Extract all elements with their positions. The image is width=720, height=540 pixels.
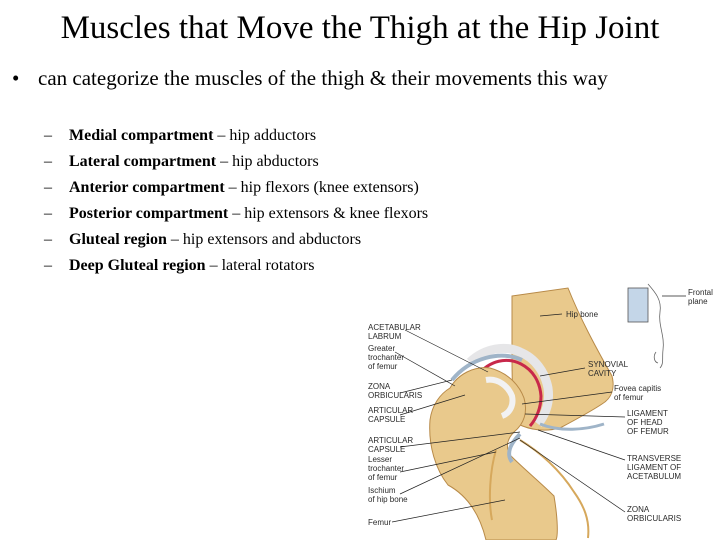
list-item-term: Deep Gluteal region: [69, 257, 206, 274]
list-item-desc: – hip adductors: [213, 127, 317, 144]
list-item-desc: – hip abductors: [216, 153, 319, 170]
label-articular-capsule-lower: ARTICULAR CAPSULE: [368, 436, 414, 454]
list-dash: –: [44, 127, 52, 144]
list-item-term: Lateral compartment: [69, 153, 217, 170]
body-outline-detail: [654, 352, 658, 363]
list-item-desc: – hip flexors (knee extensors): [224, 179, 419, 196]
hip-joint-diagram: [340, 270, 720, 540]
list-dash: –: [44, 179, 52, 196]
slide-title: Muscles that Move the Thigh at the Hip Joint: [60, 10, 660, 46]
frontal-plane-inset: [628, 284, 663, 368]
list-item-text: [69, 126, 316, 146]
list-dash: –: [44, 153, 52, 170]
list-item-text: [69, 152, 319, 172]
label-hip-bone: Hip bone: [566, 310, 599, 319]
body-outline: [648, 284, 663, 368]
list-item-text: [69, 178, 419, 198]
label-fovea-capitis: Fovea capitis of femur: [614, 384, 662, 402]
label-frontal-plane: Frontal plane: [688, 288, 713, 306]
list-item-term: Medial compartment: [69, 127, 214, 144]
list-item-text: [69, 204, 428, 224]
leader-line: [405, 330, 488, 372]
label-greater-trochanter: Greater trochanter of femur: [368, 344, 405, 371]
leader-line: [538, 430, 625, 460]
label-articular-capsule-upper: ARTICULAR CAPSULE: [368, 406, 414, 424]
frontal-plane-rect: [628, 288, 648, 322]
list-item-term: Gluteal region: [69, 231, 167, 248]
label-zona-orbicularis-right: ZONA ORBICULARIS: [627, 505, 682, 523]
list-dash: –: [44, 231, 52, 248]
bullet-text: can categorize the muscles of the thigh & their movements this way: [38, 66, 608, 90]
list-dash: –: [44, 205, 52, 222]
bullet-marker: •: [12, 66, 20, 90]
list-item-text: [69, 230, 361, 250]
label-ischium: Ischium of hip bone: [368, 486, 408, 504]
label-lesser-trochanter: Lesser trochanter of femur: [368, 455, 405, 482]
label-zona-orbicularis-left: ZONA ORBICULARIS: [368, 382, 423, 400]
label-ligament-head-femur: LIGAMENT OF HEAD OF FEMUR: [627, 409, 669, 436]
label-acetabular-labrum: ACETABULAR LABRUM: [368, 323, 421, 341]
label-femur: Femur: [368, 518, 392, 527]
list-item-term: Posterior compartment: [69, 205, 229, 222]
label-synovial-cavity: SYNOVIAL CAVITY: [588, 360, 628, 378]
list-item-term: Anterior compartment: [69, 179, 225, 196]
label-transverse-ligament: TRANSVERSE LIGAMENT OF ACETABULUM: [627, 454, 682, 481]
list-item-desc: – hip extensors & knee flexors: [228, 205, 429, 222]
list-dash: –: [44, 257, 52, 274]
list-item-desc: – lateral rotators: [205, 257, 315, 274]
list-item-text: [69, 256, 314, 276]
list-item-desc: – hip extensors and abductors: [166, 231, 362, 248]
